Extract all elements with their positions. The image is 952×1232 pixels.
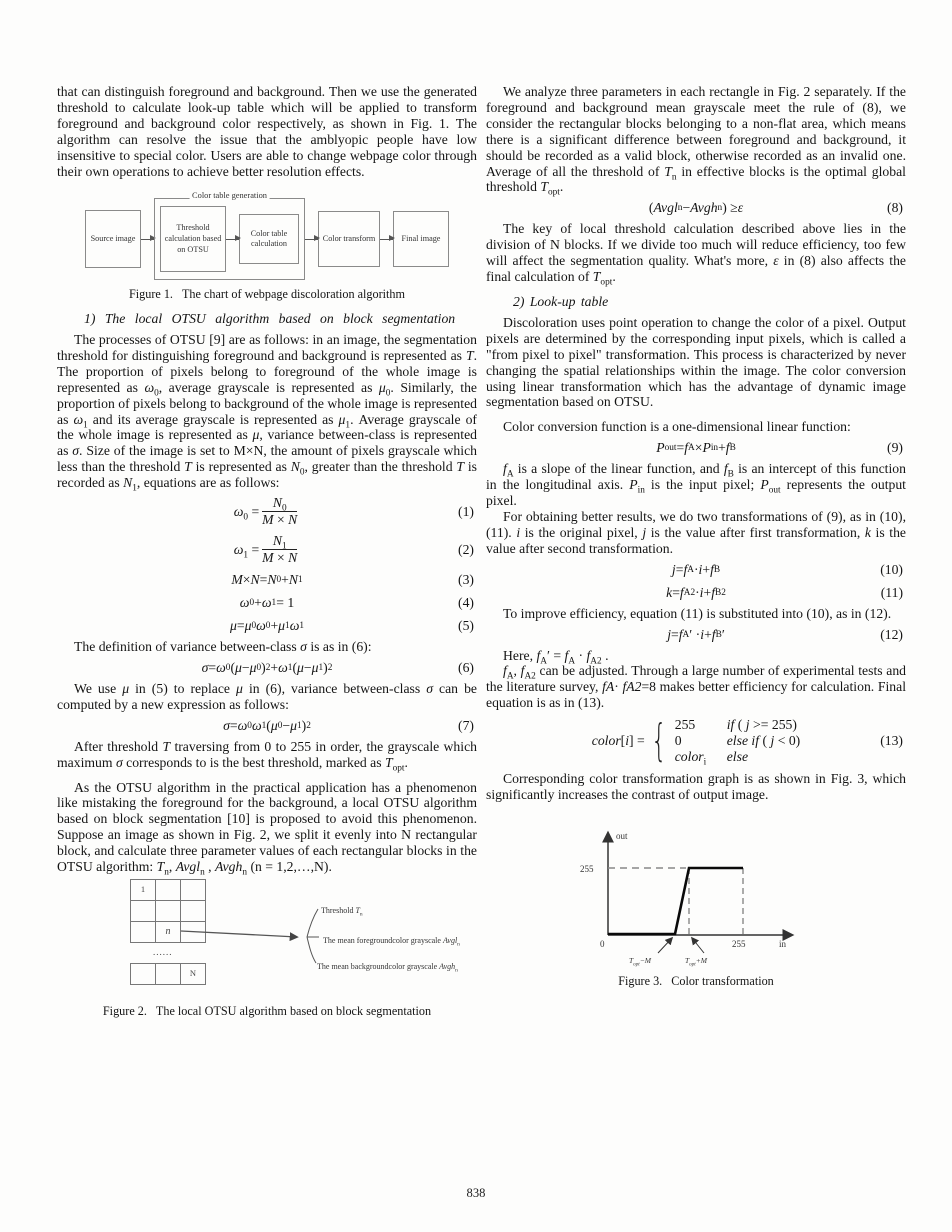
fraction — [262, 533, 297, 566]
paragraph-improve: To improve efficiency, equation (11) is substituted into (10), as in (12). — [503, 605, 892, 621]
equation-number: (13) — [880, 733, 903, 749]
figure1-caption-label: Figure 1. — [128, 287, 173, 302]
grid-cell-N: N — [181, 964, 206, 985]
paragraph-obtaining: For obtaining better results, we do two transformations of (9), as in (10), (11). i is the original pixel, j is the value after first transformation, k is the value after second transformation. — [486, 508, 907, 556]
case-value: 0 — [674, 733, 682, 749]
grid-cell-n: n — [156, 922, 181, 943]
equation-lhs: $\omega_1$ = — [233, 541, 260, 561]
paragraph-corresponding: Corresponding color transformation graph is as shown in Fig. 3, which significantly increases the contrast of output image. — [486, 771, 906, 803]
figure2-caption-text: The local OTSU algorithm based on block segmentation — [155, 1004, 432, 1019]
flow-arrow-icon — [141, 239, 154, 240]
paragraph-definition-6: The definition of variance between-class σ is as in (6): — [74, 639, 372, 655]
equation-cases — [674, 717, 801, 768]
callout-threshold: Threshold $T_n$ — [321, 906, 363, 918]
paragraph-adjusted: $f_A$, $f_{A2}$ can be adjusted. Through a large number of experimental tests and the literature survey, fA· fA2=8 makes better efficiency for calculation. Final equation is as in (13). — [486, 663, 907, 711]
flow-group-color-table-generation — [154, 191, 305, 280]
right-column — [486, 84, 906, 998]
equation-3 — [57, 570, 477, 590]
equation-lhs: color[i] = — [591, 733, 645, 749]
callout-foreground-grayscale: The mean foregroundcolor grayscale Avgl$_n$ — [323, 936, 460, 948]
paragraph-slope: $f_A$ is a slope of the linear function, and $f_B$ is an intercept of this function in the longitudinal axis. $P_{in}$ is the input pixel; $P_{out}$ represents the output pixel. — [486, 461, 906, 509]
breakpoint-high-label: $T_{opt}+M$ — [685, 956, 707, 968]
equation-13 — [486, 714, 906, 768]
fraction-numerator: $N_1$ — [272, 533, 287, 552]
paragraph-discoloration: Discoloration uses point operation to change the color of a pixel. Output pixels are determined by the corresponding input pixels, which is called a "from pixel to pixel" transformation. This process is characterized by never changing the spatial relationships within the image. The color conversion using linear transformation which has the advantage of dynamic image segmentation based on OTSU. — [486, 314, 906, 410]
fraction-numerator: $N_0$ — [272, 495, 287, 514]
flow-arrow-icon — [305, 239, 318, 240]
figure2-caption — [57, 1004, 477, 1019]
figure3-caption — [486, 974, 906, 989]
fraction — [262, 495, 297, 528]
paragraph-intro: that can distinguish foreground and background. Then we use the generated threshold to calculate look-up table which will be applied to transform foreground and background color respectively, as shown in Fig. 1. The algorithm can resolve the issue that the amblyopic people have low insensitive to special color. Users are able to change webpage color through their own operations to achieve better resolution effects. — [57, 84, 477, 179]
figure3-plot — [536, 815, 856, 967]
figure1-caption — [57, 287, 477, 302]
x-max-tick-label: 255 — [732, 939, 746, 949]
x-axis-label: in — [779, 939, 787, 949]
grid-cell-1: 1 — [131, 880, 156, 901]
equation-body: j = f A · i + f B — [671, 561, 721, 577]
equation-body: k = f A2 · i + f B2 — [666, 584, 726, 600]
section-heading-local-otsu: 1) The local OTSU algorithm based on block segmentation — [84, 311, 456, 327]
figure1-flowchart — [57, 185, 477, 302]
equation-6 — [57, 658, 477, 678]
figure3-caption-text: Color transformation — [671, 974, 774, 988]
equation-body: ( Avgl n − Avgh n ) ≥ ε — [648, 200, 744, 216]
equation-body: μ = μ 0 ω 0 + μ 1 ω 1 — [229, 618, 305, 634]
paragraph-conversion: Color conversion function is a one-dimensional linear function: — [503, 419, 851, 435]
paragraph-block-segmentation: As the OTSU algorithm in the practical application has a phenomenon like mistaking the foreground for the background, a local OTSU algorithm based on block segmentation [10] is proposed to avoid this phenomenon. Suppose an image as shown in Fig. 2, we split it evenly into N rectangular block, and calculate three parameter values of each rectangular blocks in the OTSU algorithm: $T_n$, Avgl$_n$ , Avgh$_n$ (n = 1,2,…,N). — [57, 779, 477, 878]
equation-11 — [486, 583, 906, 603]
case-row — [675, 733, 801, 749]
equation-number: (8) — [887, 200, 903, 216]
case-value: color$_i$ — [674, 749, 707, 768]
flow-box-final-image: Final image — [393, 211, 449, 267]
paragraph-replace: We use μ in (5) to replace μ in (6), variance between-class σ can be computed by a new expression as follows: — [57, 680, 477, 712]
flow-box-color-transform: Color transform — [318, 211, 380, 267]
y-max-tick-label: 255 — [580, 864, 594, 874]
y-axis-label: out — [616, 831, 628, 841]
figure2-diagram — [57, 879, 477, 997]
equation-number: (11) — [880, 584, 903, 600]
flow-box-color-table-calculation: Color table calculation — [239, 214, 299, 264]
paragraph-analyze: We analyze three parameters in each rectangle in Fig. 2 separately. If the foreground and background mean grayscale meet the rule of (8), we consider the rectangular blocks belonging to a non-flat area, which means there is a significant difference between foreground and background, it should be recorded as a valid block, otherwise recorded as an invalid one. Average of all the threshold of $T_n$ in effective blocks is the optimal global threshold $T_{opt}$. — [486, 84, 906, 199]
equation-number: (4) — [458, 595, 474, 611]
fraction-denominator: M × N — [262, 512, 298, 528]
page-number: 838 — [466, 1186, 486, 1200]
breakpoint-low-label: $T_{opt}-M$ — [629, 956, 651, 968]
ellipsis-dots: ...... — [153, 947, 173, 958]
equation-2 — [57, 532, 477, 567]
equation-body: ω 0 + ω 1 = 1 — [239, 595, 295, 611]
figure3-caption-label: Figure 3. — [618, 974, 663, 988]
flow-arrow-icon — [380, 239, 393, 240]
equation-number: (1) — [458, 503, 474, 519]
figure1-caption-text: The chart of webpage discoloration algorithm — [181, 287, 406, 302]
flow-arrow-icon — [226, 239, 239, 240]
case-row — [675, 717, 801, 733]
left-brace: { — [651, 715, 667, 767]
case-row — [674, 749, 801, 768]
equation-body: P out = f A × P in + f B — [656, 440, 736, 456]
flow-box-threshold-calculation: Threshold calculation based on OTSU — [160, 206, 226, 272]
figure2-caption-label: Figure 2. — [102, 1004, 147, 1019]
case-value: 255 — [674, 717, 696, 733]
equation-body: σ = ω 0 ( μ − μ 0 ) 2 + ω 1 ( μ − μ 1 ) 2 — [201, 660, 333, 675]
fraction-denominator: M × N — [262, 550, 298, 566]
section-heading-lookup-table: 2) Look-up table — [513, 293, 609, 309]
equation-body: σ = ω 0 ω 1 ( μ 0 − μ 1 ) 2 — [223, 717, 311, 733]
paragraph-key: The key of local threshold calculation described above lies in the division of N blocks. If we divide too much will reduce efficiency, too few will affect the segmentation quality. What's more, ε in (8) also affects the final calculation of $T_{opt}$. — [486, 221, 906, 288]
equation-number: (5) — [458, 618, 474, 634]
equation-9 — [486, 438, 906, 458]
figure1-row — [57, 191, 477, 280]
equation-number: (3) — [458, 572, 474, 588]
equation-4 — [57, 593, 477, 613]
case-condition: else if ( j < 0) — [726, 733, 801, 749]
equation-12 — [486, 625, 906, 645]
equation-body: M × N = N 0 + N 1 — [231, 572, 303, 588]
flow-group-label: Color table generation — [189, 188, 270, 204]
equation-number: (10) — [880, 561, 903, 577]
equation-1 — [57, 494, 477, 529]
paragraph-otsu-process: The processes of OTSU [9] are as follows: in an image, the segmentation threshold for distinguishing foreground and background is represented as T. The proportion of pixels belong to foreground of the whole image is represented as $\omega_0$, average grayscale is represented as $\mu_0$. Similarly, the proportion of pixels belong to background of the whole image is represented as $\omega_1$ and its average grayscale is represented as $\mu_1$. Average grayscale of the whole image is represented as μ, variance between-class is represented as σ. Size of the image is set to M×N, the amount of pixels grayscale which less than the threshold T is represented as $N_0$, greater than the threshold T is recorded as $N_1$, equations are as follows: — [57, 331, 478, 494]
equation-lhs: $\omega_0$ = — [233, 503, 260, 523]
case-condition: else — [726, 749, 749, 765]
equation-number: (2) — [458, 541, 474, 557]
left-column — [57, 84, 477, 1028]
paragraph-after-threshold: After threshold T traversing from 0 to 255 in order, the grayscale which maximum σ corresponds to is the best threshold, marked as $T_{opt}$. — [57, 738, 477, 774]
equation-5 — [57, 616, 477, 636]
equation-number: (12) — [880, 626, 903, 642]
equation-body: j = f A ′ · i + f B ′ — [667, 626, 725, 642]
equation-10 — [486, 560, 906, 580]
equation-number: (7) — [458, 717, 474, 733]
equation-number: (9) — [887, 440, 903, 456]
figure3-chart — [536, 815, 856, 967]
flow-box-source-image: Source image — [85, 210, 141, 268]
equation-7 — [57, 716, 477, 736]
case-condition: if ( j >= 255) — [726, 717, 797, 733]
paragraph-here: Here, $f_A' = f_A \cdot f_{A2}$ . — [503, 647, 609, 667]
equation-number: (6) — [458, 660, 474, 675]
equation-8 — [486, 198, 906, 218]
origin-tick-label: 0 — [600, 939, 605, 949]
callout-background-grayscale: The mean backgroundcolor grayscale Avgh$_n$ — [317, 962, 458, 974]
